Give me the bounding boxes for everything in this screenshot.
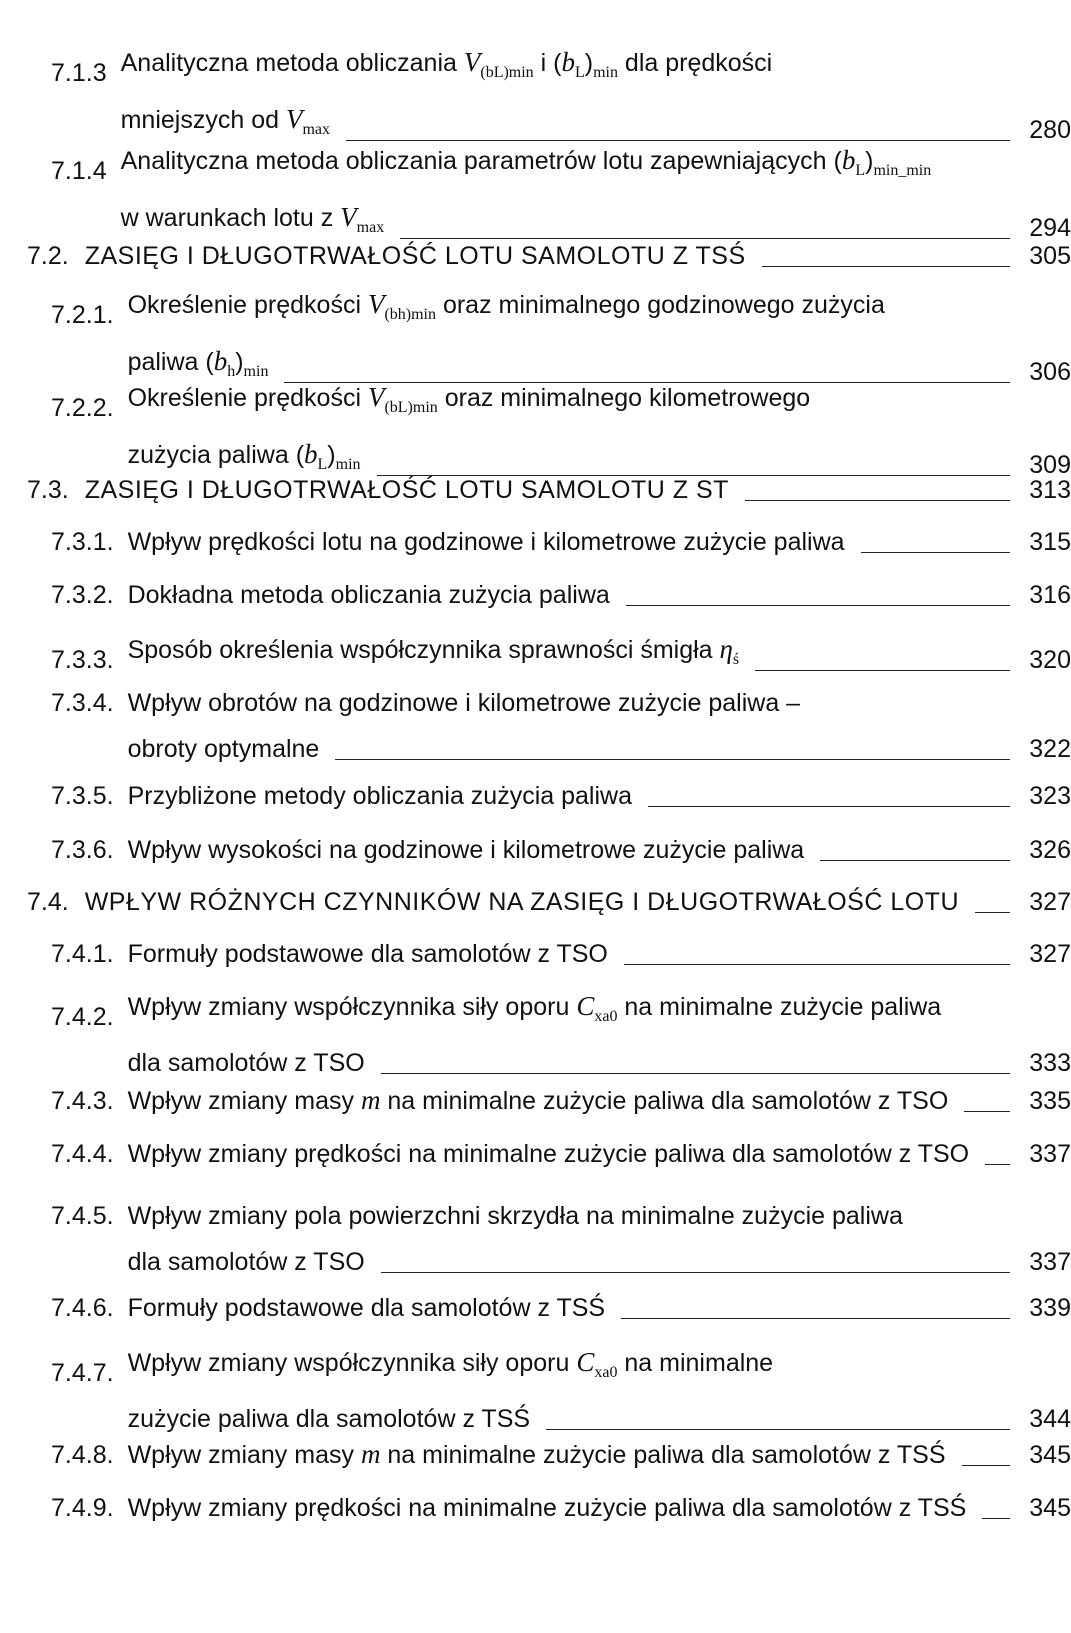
- page-number: 339: [1029, 1294, 1071, 1322]
- leader-line: [626, 605, 1010, 606]
- toc-entry[interactable]: [0, 1288, 1071, 1328]
- leader-line: [381, 1272, 1010, 1273]
- section-number: 7.3.2.: [51, 581, 114, 609]
- leader-line: [546, 1429, 1010, 1430]
- leader-line: [975, 912, 1010, 913]
- section-number: 7.3.5.: [51, 782, 114, 810]
- title-text: oraz minimalnego godzinowego zużycia: [436, 291, 885, 319]
- section-number: 7.1.3: [51, 59, 107, 87]
- math-subscript: min_min: [873, 162, 932, 179]
- section-number: 7.4.7.: [51, 1359, 114, 1387]
- section-number: 7.3.6.: [51, 836, 114, 864]
- math-subscript: L: [574, 64, 585, 81]
- title-text: Formuły podstawowe dla samolotów z TSO: [127, 940, 608, 968]
- page-number: 333: [1029, 1049, 1071, 1077]
- title-text: Analityczna metoda obliczania: [120, 49, 464, 77]
- title-text: Przybliżone metody obliczania zużycia paliwa: [127, 782, 632, 810]
- title-text: Wpływ zmiany prędkości na minimalne zużycie paliwa dla samolotów z TSŚ: [127, 1494, 967, 1522]
- section-title-continued: [128, 729, 320, 769]
- toc-entry[interactable]: [0, 1342, 1071, 1439]
- leader-line: [624, 964, 1010, 965]
- section-title: [128, 1342, 774, 1393]
- section-title: [128, 1080, 949, 1121]
- section-number: 7.4.4.: [51, 1140, 114, 1168]
- section-title: [121, 42, 773, 93]
- title-text: WPŁYW RÓŻNYCH CZYNNIKÓW NA ZASIĘG I DŁUGOTRWAŁOŚĆ LOTU: [84, 888, 960, 916]
- math-symbol: V: [367, 382, 385, 412]
- toc-entry[interactable]: [0, 1434, 1071, 1475]
- title-text: Analityczna metoda obliczania parametrów lotu zapewniających (: [120, 147, 842, 175]
- section-title: [128, 1196, 903, 1236]
- title-text: paliwa (: [127, 348, 214, 376]
- math-subscript: min: [335, 456, 361, 473]
- math-symbol: b: [561, 47, 575, 77]
- toc-entry[interactable]: [0, 934, 1071, 974]
- toc-entry[interactable]: [0, 1134, 1071, 1174]
- page-number: 337: [1029, 1140, 1071, 1168]
- title-text: w warunkach lotu z: [120, 204, 341, 232]
- section-number: 7.4.8.: [51, 1441, 114, 1469]
- section-title: [128, 934, 608, 974]
- page-number: 316: [1029, 581, 1071, 609]
- section-title: [128, 284, 885, 335]
- title-text: mniejszych od: [120, 106, 286, 134]
- math-symbol: η: [719, 634, 733, 664]
- title-text: na minimalne zużycie paliwa: [617, 993, 942, 1021]
- toc-entry[interactable]: [0, 1080, 1071, 1121]
- math-subscript: xa0: [594, 1364, 618, 1381]
- page-number: 345: [1029, 1494, 1071, 1522]
- section-title-continued: [128, 1242, 365, 1282]
- title-text: ZASIĘG I DŁUGOTRWAŁOŚĆ LOTU SAMOLOTU Z ST: [84, 476, 729, 504]
- title-text: Wpływ obrotów na godzinowe i kilometrowe zużycie paliwa –: [127, 689, 801, 717]
- section-title: [128, 1434, 946, 1475]
- title-text: oraz minimalnego kilometrowego: [437, 384, 811, 412]
- section-title: [128, 830, 805, 870]
- title-text: dla samolotów z TSO: [127, 1049, 365, 1077]
- title-text: zużycia paliwa (: [127, 441, 305, 469]
- leader-line: [985, 1164, 1010, 1165]
- section-title: [128, 377, 811, 428]
- toc-entry[interactable]: [0, 629, 1071, 680]
- title-text: Dokładna metoda obliczania zużycia paliwa: [127, 581, 610, 609]
- title-text: na minimalne: [617, 1349, 774, 1377]
- title-text: ZASIĘG I DŁUGOTRWAŁOŚĆ LOTU SAMOLOTU Z TSŚ: [84, 242, 746, 270]
- math-subscript: (bL)min: [384, 399, 438, 416]
- section-number: 7.3.4.: [51, 689, 114, 717]
- section-number: 7.4.9.: [51, 1494, 114, 1522]
- math-symbol: V: [463, 47, 481, 77]
- math-symbol: m: [360, 1439, 381, 1469]
- toc-entry[interactable]: [0, 236, 1071, 276]
- toc-entry[interactable]: [0, 42, 1071, 150]
- toc-entry[interactable]: [0, 522, 1071, 562]
- title-text: na minimalne zużycie paliwa dla samolotów z TSŚ: [380, 1441, 946, 1469]
- title-text: Określenie prędkości: [127, 384, 368, 412]
- toc-entry[interactable]: [0, 683, 1071, 769]
- math-subscript: (bL)min: [480, 64, 534, 81]
- math-symbol: V: [285, 104, 303, 134]
- title-text: ): [584, 49, 594, 77]
- leader-line: [962, 1465, 1010, 1466]
- title-text: Wpływ zmiany prędkości na minimalne zużycie paliwa dla samolotów z TSO: [127, 1140, 970, 1168]
- toc-entry[interactable]: [0, 986, 1071, 1083]
- title-text: ): [235, 348, 244, 376]
- toc-entry[interactable]: [0, 140, 1071, 248]
- toc-entry[interactable]: [0, 284, 1071, 392]
- section-number: 7.2.1.: [51, 301, 114, 329]
- section-title: [128, 683, 801, 723]
- page-number: 327: [1029, 940, 1071, 968]
- leader-line: [381, 1073, 1010, 1074]
- leader-line: [762, 266, 1010, 267]
- section-title: [121, 140, 932, 191]
- section-title: [85, 882, 959, 922]
- math-symbol: b: [304, 439, 318, 469]
- title-text: i (: [533, 49, 562, 77]
- title-text: Wpływ zmiany współczynnika siły oporu: [127, 1349, 577, 1377]
- toc-entry[interactable]: [0, 882, 1071, 922]
- math-symbol: C: [576, 1347, 595, 1377]
- math-subscript: max: [302, 121, 331, 138]
- math-symbol: V: [340, 202, 357, 232]
- math-subscript: h: [227, 363, 236, 380]
- section-title: [128, 1134, 970, 1174]
- page-number: 326: [1029, 836, 1071, 864]
- toc-entry[interactable]: [0, 830, 1071, 870]
- math-subscript: max: [356, 219, 385, 236]
- title-text: Sposób określenia współczynnika sprawności śmigła: [127, 636, 720, 664]
- math-subscript: L: [317, 456, 328, 473]
- title-text: Wpływ zmiany współczynnika siły oporu: [127, 993, 577, 1021]
- page-number: 322: [1029, 735, 1071, 763]
- section-number: 7.4.1.: [51, 940, 114, 968]
- math-subscript: ś: [732, 651, 740, 668]
- title-text: dla prędkości: [617, 49, 773, 77]
- toc-entry[interactable]: [0, 470, 1071, 510]
- title-text: Formuły podstawowe dla samolotów z TSŚ: [127, 1294, 606, 1322]
- toc-entry[interactable]: [0, 575, 1071, 615]
- section-title: [85, 470, 729, 510]
- math-symbol: C: [576, 991, 595, 1021]
- leader-line: [745, 500, 1010, 501]
- math-symbol: m: [360, 1085, 381, 1115]
- section-number: 7.4.2.: [51, 1003, 114, 1031]
- math-symbol: b: [841, 145, 856, 175]
- section-number: 7.3.3.: [51, 646, 114, 674]
- section-number: 7.4.: [27, 888, 69, 916]
- section-number: 7.3.: [27, 476, 69, 504]
- leader-line: [335, 759, 1010, 760]
- title-text: Wpływ zmiany masy: [127, 1087, 361, 1115]
- toc-entry[interactable]: [0, 1196, 1071, 1282]
- page-number: 280: [1029, 116, 1071, 144]
- page-number: 344: [1029, 1405, 1071, 1433]
- leader-line: [755, 670, 1010, 671]
- title-text: na minimalne zużycie paliwa dla samolotów z TSO: [380, 1087, 949, 1115]
- title-text: Wpływ wysokości na godzinowe i kilometrowe zużycie paliwa: [127, 836, 805, 864]
- section-number: 7.2.2.: [51, 394, 114, 422]
- page-number: 320: [1029, 646, 1071, 674]
- math-subscript: min: [243, 363, 269, 380]
- page-number: 337: [1029, 1248, 1071, 1276]
- title-text: dla samolotów z TSO: [127, 1248, 365, 1276]
- section-number: 7.1.4: [51, 157, 107, 185]
- math-symbol: V: [367, 289, 385, 319]
- page-number: 345: [1029, 1441, 1071, 1469]
- section-number: 7.2.: [27, 242, 69, 270]
- leader-line: [964, 1111, 1010, 1112]
- leader-line: [648, 806, 1010, 807]
- title-text: Wpływ zmiany pola powierzchni skrzydła na minimalne zużycie paliwa: [127, 1202, 903, 1230]
- leader-line: [820, 860, 1010, 861]
- section-title: [128, 1488, 967, 1528]
- math-symbol: b: [213, 346, 228, 376]
- math-subscript: xa0: [594, 1008, 618, 1025]
- page-number: 305: [1029, 242, 1071, 270]
- section-number: 7.3.1.: [51, 528, 114, 556]
- section-number: 7.4.3.: [51, 1087, 114, 1115]
- section-title-continued: [128, 1399, 531, 1439]
- section-title: [128, 575, 610, 615]
- section-number: 7.4.6.: [51, 1294, 114, 1322]
- section-title: [128, 522, 845, 562]
- page-number: 327: [1029, 888, 1071, 916]
- leader-line: [621, 1318, 1010, 1319]
- section-title: [128, 629, 740, 680]
- page-number: 315: [1029, 528, 1071, 556]
- math-subscript: (bh)min: [384, 306, 436, 323]
- toc-entry[interactable]: [0, 377, 1071, 485]
- section-title: [85, 236, 746, 276]
- section-title: [128, 986, 942, 1037]
- page-number: 306: [1029, 358, 1071, 386]
- section-title: [128, 1288, 606, 1328]
- section-title-continued: [128, 1043, 365, 1083]
- title-text: obroty optymalne: [127, 735, 320, 763]
- toc-entry[interactable]: [0, 776, 1071, 816]
- page-number: 335: [1029, 1087, 1071, 1115]
- title-text: Wpływ prędkości lotu na godzinowe i kilometrowe zużycie paliwa: [127, 528, 845, 556]
- toc-entry[interactable]: [0, 1488, 1071, 1528]
- section-number: 7.4.5.: [51, 1202, 114, 1230]
- page-number: 309: [1029, 451, 1071, 479]
- title-text: Wpływ zmiany masy: [127, 1441, 361, 1469]
- page-number: 294: [1029, 214, 1071, 242]
- section-title: [128, 776, 632, 816]
- math-subscript: L: [855, 162, 866, 179]
- page-number: 313: [1029, 476, 1071, 504]
- title-text: ): [327, 441, 336, 469]
- math-subscript: min: [593, 64, 618, 81]
- leader-line: [982, 1518, 1010, 1519]
- page-number: 323: [1029, 782, 1071, 810]
- leader-line: [861, 552, 1010, 553]
- title-text: ): [865, 147, 874, 175]
- title-text: Określenie prędkości: [127, 291, 368, 319]
- title-text: zużycie paliwa dla samolotów z TSŚ: [127, 1405, 531, 1433]
